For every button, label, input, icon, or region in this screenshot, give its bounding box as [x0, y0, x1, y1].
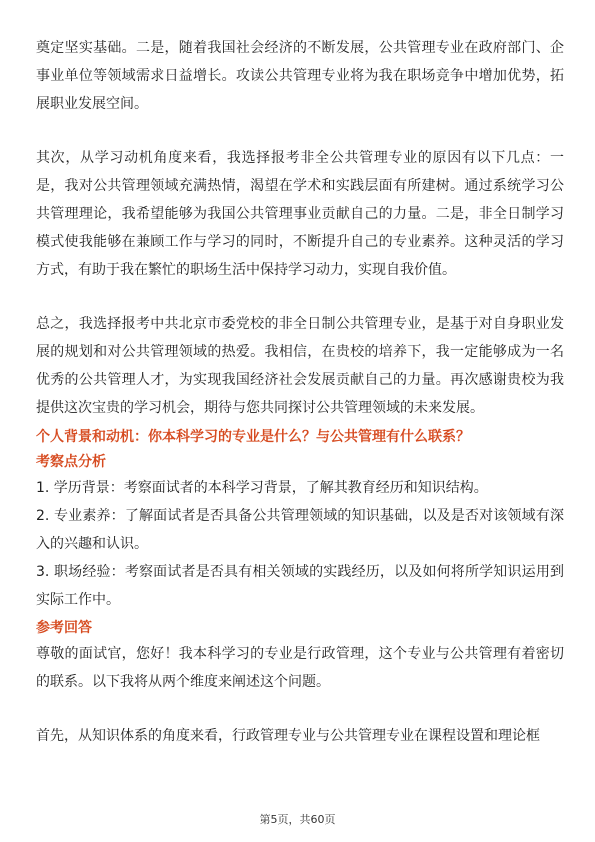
intro-paragraph-3: 总之，我选择报考中共北京市委党校的非全日制公共管理专业，是基于对自身职业发展的规划和对公共管理领域的热爱。我相信，在贵校的培养下，我一定能够成为一名优秀的公共管理人才，为实现我国经济社会发展贡献自己的力量。再次感谢贵校为我提供这次宝贵的学习机会，期待与您共同探讨公共管理领域的未来发展。	[36, 316, 564, 416]
intro-paragraph-2: 其次，从学习动机角度来看，我选择报考非全公共管理专业的原因有以下几点：一是，我对公共管理领域充满热情，渴望在学术和实践层面有所建树。通过系统学习公共管理理论，我希望能够为我国公共管理事业贡献自己的力量。二是，非全日制学习模式使我能够在兼顾工作与学习的同时，不断提升自己的专业素养。这种灵活的学习方式，有助于我在繁忙的职场生活中保持学习动力，实现自我价值。	[36, 150, 564, 278]
intro-paragraph-1: 奠定坚实基础。二是，随着我国社会经济的不断发展，公共管理专业在政府部门、企事业单位等领域需求日益增长。攻读公共管理专业将为我在职场竞争中增加优势，拓展职业发展空间。	[36, 40, 564, 112]
analysis-item-1: 1. 学历背景：考察面试者的本科学习背景，了解其教育经历和知识结构。	[36, 480, 488, 496]
analysis-item-3: 3. 职场经验：考察面试者是否具有相关领域的实践经历，以及如何将所学知识运用到实际工作中。	[36, 564, 564, 608]
question-title: 个人背景和动机：你本科学习的专业是什么？与公共管理有什么联系？	[36, 429, 470, 445]
analysis-heading: 考察点分析	[36, 454, 106, 470]
page-content	[36, 34, 564, 750]
page-footer	[0, 813, 595, 827]
answer-paragraph-2: 首先，从知识体系的角度来看，行政管理专业与公共管理专业在课程设置和理论框	[36, 728, 540, 744]
answer-heading: 参考回答	[36, 620, 92, 636]
page-number-label: 第5页，共60页	[259, 813, 336, 826]
answer-paragraph-1: 尊敬的面试官，您好！我本科学习的专业是行政管理，这个专业与公共管理有着密切的联系。以下我将从两个维度来阐述这个问题。	[36, 646, 564, 690]
analysis-item-2: 2. 专业素养：了解面试者是否具备公共管理领域的知识基础，以及是否对该领域有深入的兴趣和认识。	[36, 508, 564, 552]
